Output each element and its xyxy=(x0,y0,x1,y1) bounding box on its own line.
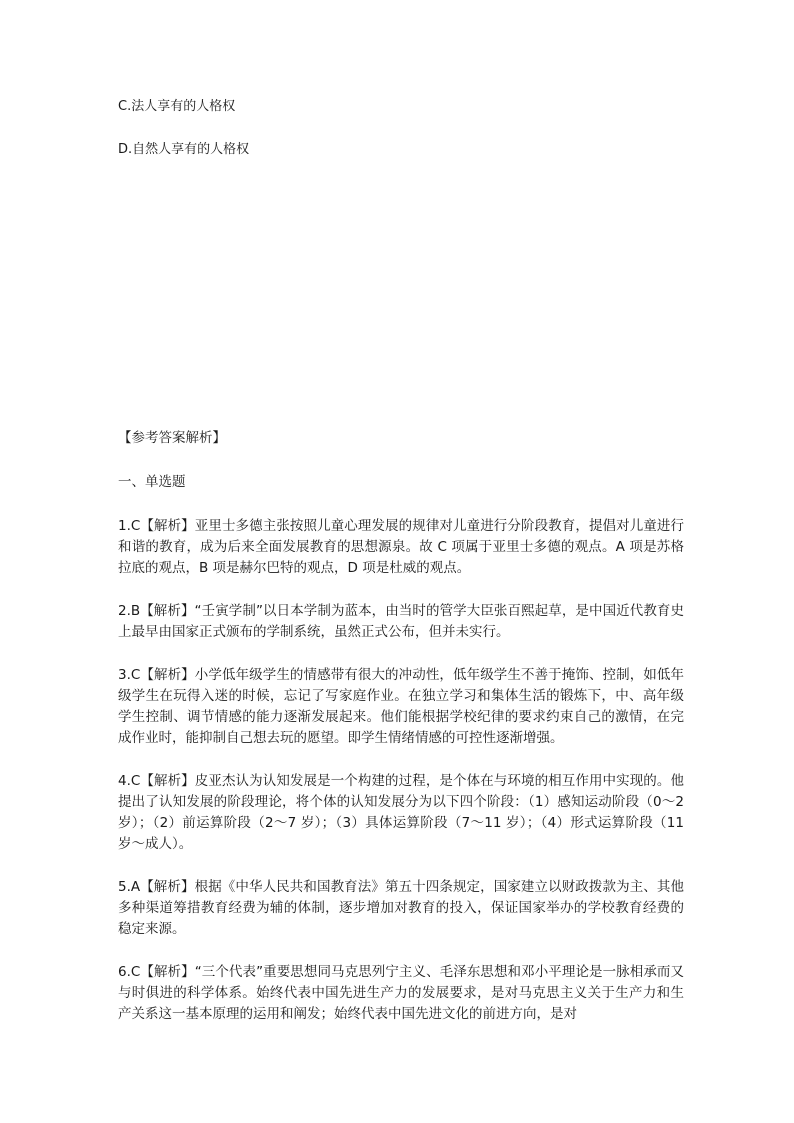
answer-item-1: 1.C【解析】亚里士多德主张按照儿童心理发展的规律对儿童进行分阶段教育，提倡对儿童进行和谐的教育，成为后来全面发展教育的思想源泉。故 C 项属于亚里士多德的观点。A 项是苏格拉底的观点，B 项是赫尔巴特的观点，D 项是杜威的观点。 xyxy=(118,518,684,576)
answer-item-5: 5.A【解析】根据《中华人民共和国教育法》第五十四条规定，国家建立以财政拨款为主、其他多种渠道筹措教育经费为辅的体制，逐步增加对教育的投入，保证国家举办的学校教育经费的稳定来源。 xyxy=(118,879,684,937)
answer-section xyxy=(118,428,684,1047)
answer-heading: 【参考答案解析】 xyxy=(118,430,226,446)
answer-item-3: 3.C【解析】小学低年级学生的情感带有很大的冲动性，低年级学生不善于掩饰、控制，如低年级学生在玩得入迷的时候，忘记了写家庭作业。在独立学习和集体生活的锻炼下，中、高年级学生控制、调节情感的能力逐渐发展起来。他们能根据学校纪律的要求约束自己的激情，在完成作业时，能抑制自己想去玩的愿望。即学生情绪情感的可控性逐渐增强。 xyxy=(118,667,684,746)
answer-item-2: 2.B【解析】“壬寅学制”以日本学制为蓝本，由当时的管学大臣张百熙起草，是中国近代教育史上最早由国家正式颁布的学制系统，虽然正式公布，但并未实行。 xyxy=(118,603,684,640)
section-title: 一、单选题 xyxy=(118,474,186,490)
option-c: C.法人享有的人格权 xyxy=(118,99,236,114)
answer-item-6: 6.C【解析】“三个代表”重要思想同马克思列宁主义、毛泽东思想和邓小平理论是一脉相承而又与时俱进的科学体系。始终代表中国先进生产力的发展要求，是对马克思主义关于生产力和生产关系这一基本原理的运用和阐发；始终代表中国先进文化的前进方向，是对 xyxy=(118,964,684,1022)
option-d: D.自然人享有的人格权 xyxy=(118,142,250,157)
answer-item-4: 4.C【解析】皮亚杰认为认知发展是一个构建的过程，是个体在与环境的相互作用中实现的。他提出了认知发展的阶段理论，将个体的认知发展分为以下四个阶段：（1）感知运动阶段（0～2 岁）；（2）前运算阶段（2～7 岁）；（3）具体运算阶段（7～11 岁）；（4）形式运算阶段（11 岁～成人）。 xyxy=(118,773,684,852)
